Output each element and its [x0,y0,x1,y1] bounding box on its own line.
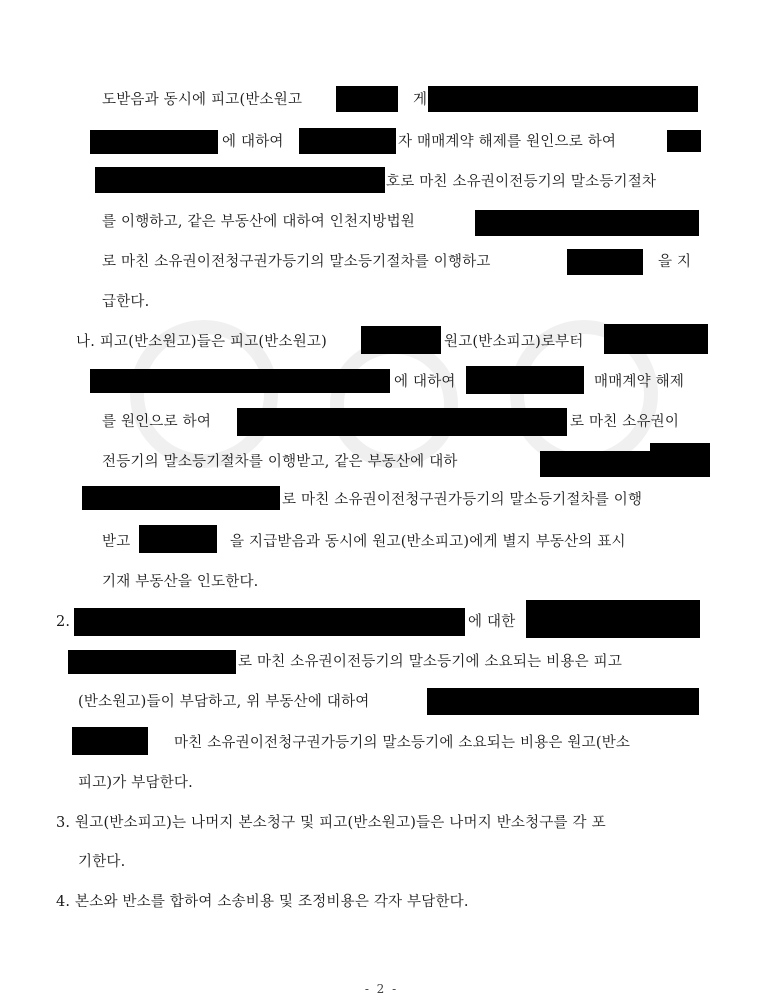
redaction-block [650,443,710,451]
redaction-block [90,130,218,154]
text-line: 로 마친 소유권이 [570,414,680,430]
redaction-block [526,600,700,638]
text-line: 2. [56,614,71,630]
text-line: 3. 원고(반소피고)는 나머지 본소청구 및 피고(반소원고)들은 나머지 반소청구를 각 포 [56,815,606,831]
text-line: 게 [413,92,428,108]
redaction-block [90,369,390,393]
redaction-block [667,130,701,152]
text-line: 로 마친 소유권이전청구권가등기의 말소등기절차를 이행하고 [102,254,491,270]
text-line: (반소원고)들이 부담하고, 위 부동산에 대하여 [78,694,370,710]
text-line: 로 마친 소유권이전등기의 말소등기에 소요되는 비용은 피고 [238,654,623,670]
text-line: 기재 부동산을 인도한다. [102,574,259,590]
redaction-block [299,128,396,154]
text-line: 피고)가 부담한다. [78,775,193,791]
redaction-block [567,249,643,275]
redaction-block [139,525,217,553]
text-line: 원고(반소피고)로부터 [444,334,584,350]
text-line: 마친 소유권이전청구권가등기의 말소등기에 소요되는 비용은 원고(반소 [174,735,631,751]
redaction-block [427,688,699,715]
redaction-block [68,650,236,674]
text-line: 호로 마친 소유권이전등기의 말소등기절차 [386,174,657,190]
text-line: 급한다. [102,294,150,310]
redaction-block [74,608,465,636]
text-line: 나. 피고(반소원고)들은 피고(반소원고) [76,334,327,350]
redaction-block [95,167,385,193]
redaction-block [237,408,567,436]
redaction-block [604,324,708,354]
redaction-block [428,86,698,112]
text-line: 에 대한 [468,614,516,630]
redaction-block [475,210,699,236]
text-line: 전등기의 말소등기절차를 이행받고, 같은 부동산에 대하 [102,454,458,470]
text-line: 로 마친 소유권이전청구권가등기의 말소등기절차를 이행 [282,492,643,508]
redaction-block [82,486,280,510]
text-line: 을 지급받음과 동시에 원고(반소피고)에게 별지 부동산의 표시 [230,534,626,550]
text-line: 에 대하여 [394,374,456,390]
text-line: 를 이행하고, 같은 부동산에 대하여 인천지방법원 [102,214,415,230]
text-line: 4. 본소와 반소를 합하여 소송비용 및 조정비용은 각자 부담한다. [56,894,469,910]
text-line: 도받음과 동시에 피고(반소원고 [102,92,303,108]
redaction-block [336,86,398,112]
redaction-block [72,727,148,755]
text-line: 기한다. [78,854,126,870]
page-number: - 2 - [364,982,399,996]
text-line: 을 지 [658,254,692,270]
text-line: 받고 [102,534,131,550]
text-line: 에 대하여 [222,134,284,150]
text-line: 를 원인으로 하여 [102,414,212,430]
redaction-block [361,326,441,354]
text-line: 매매계약 해제 [594,374,685,390]
text-line: 자 매매계약 해제를 원인으로 하여 [398,134,617,150]
redaction-block [540,451,710,477]
redaction-block [466,366,584,394]
